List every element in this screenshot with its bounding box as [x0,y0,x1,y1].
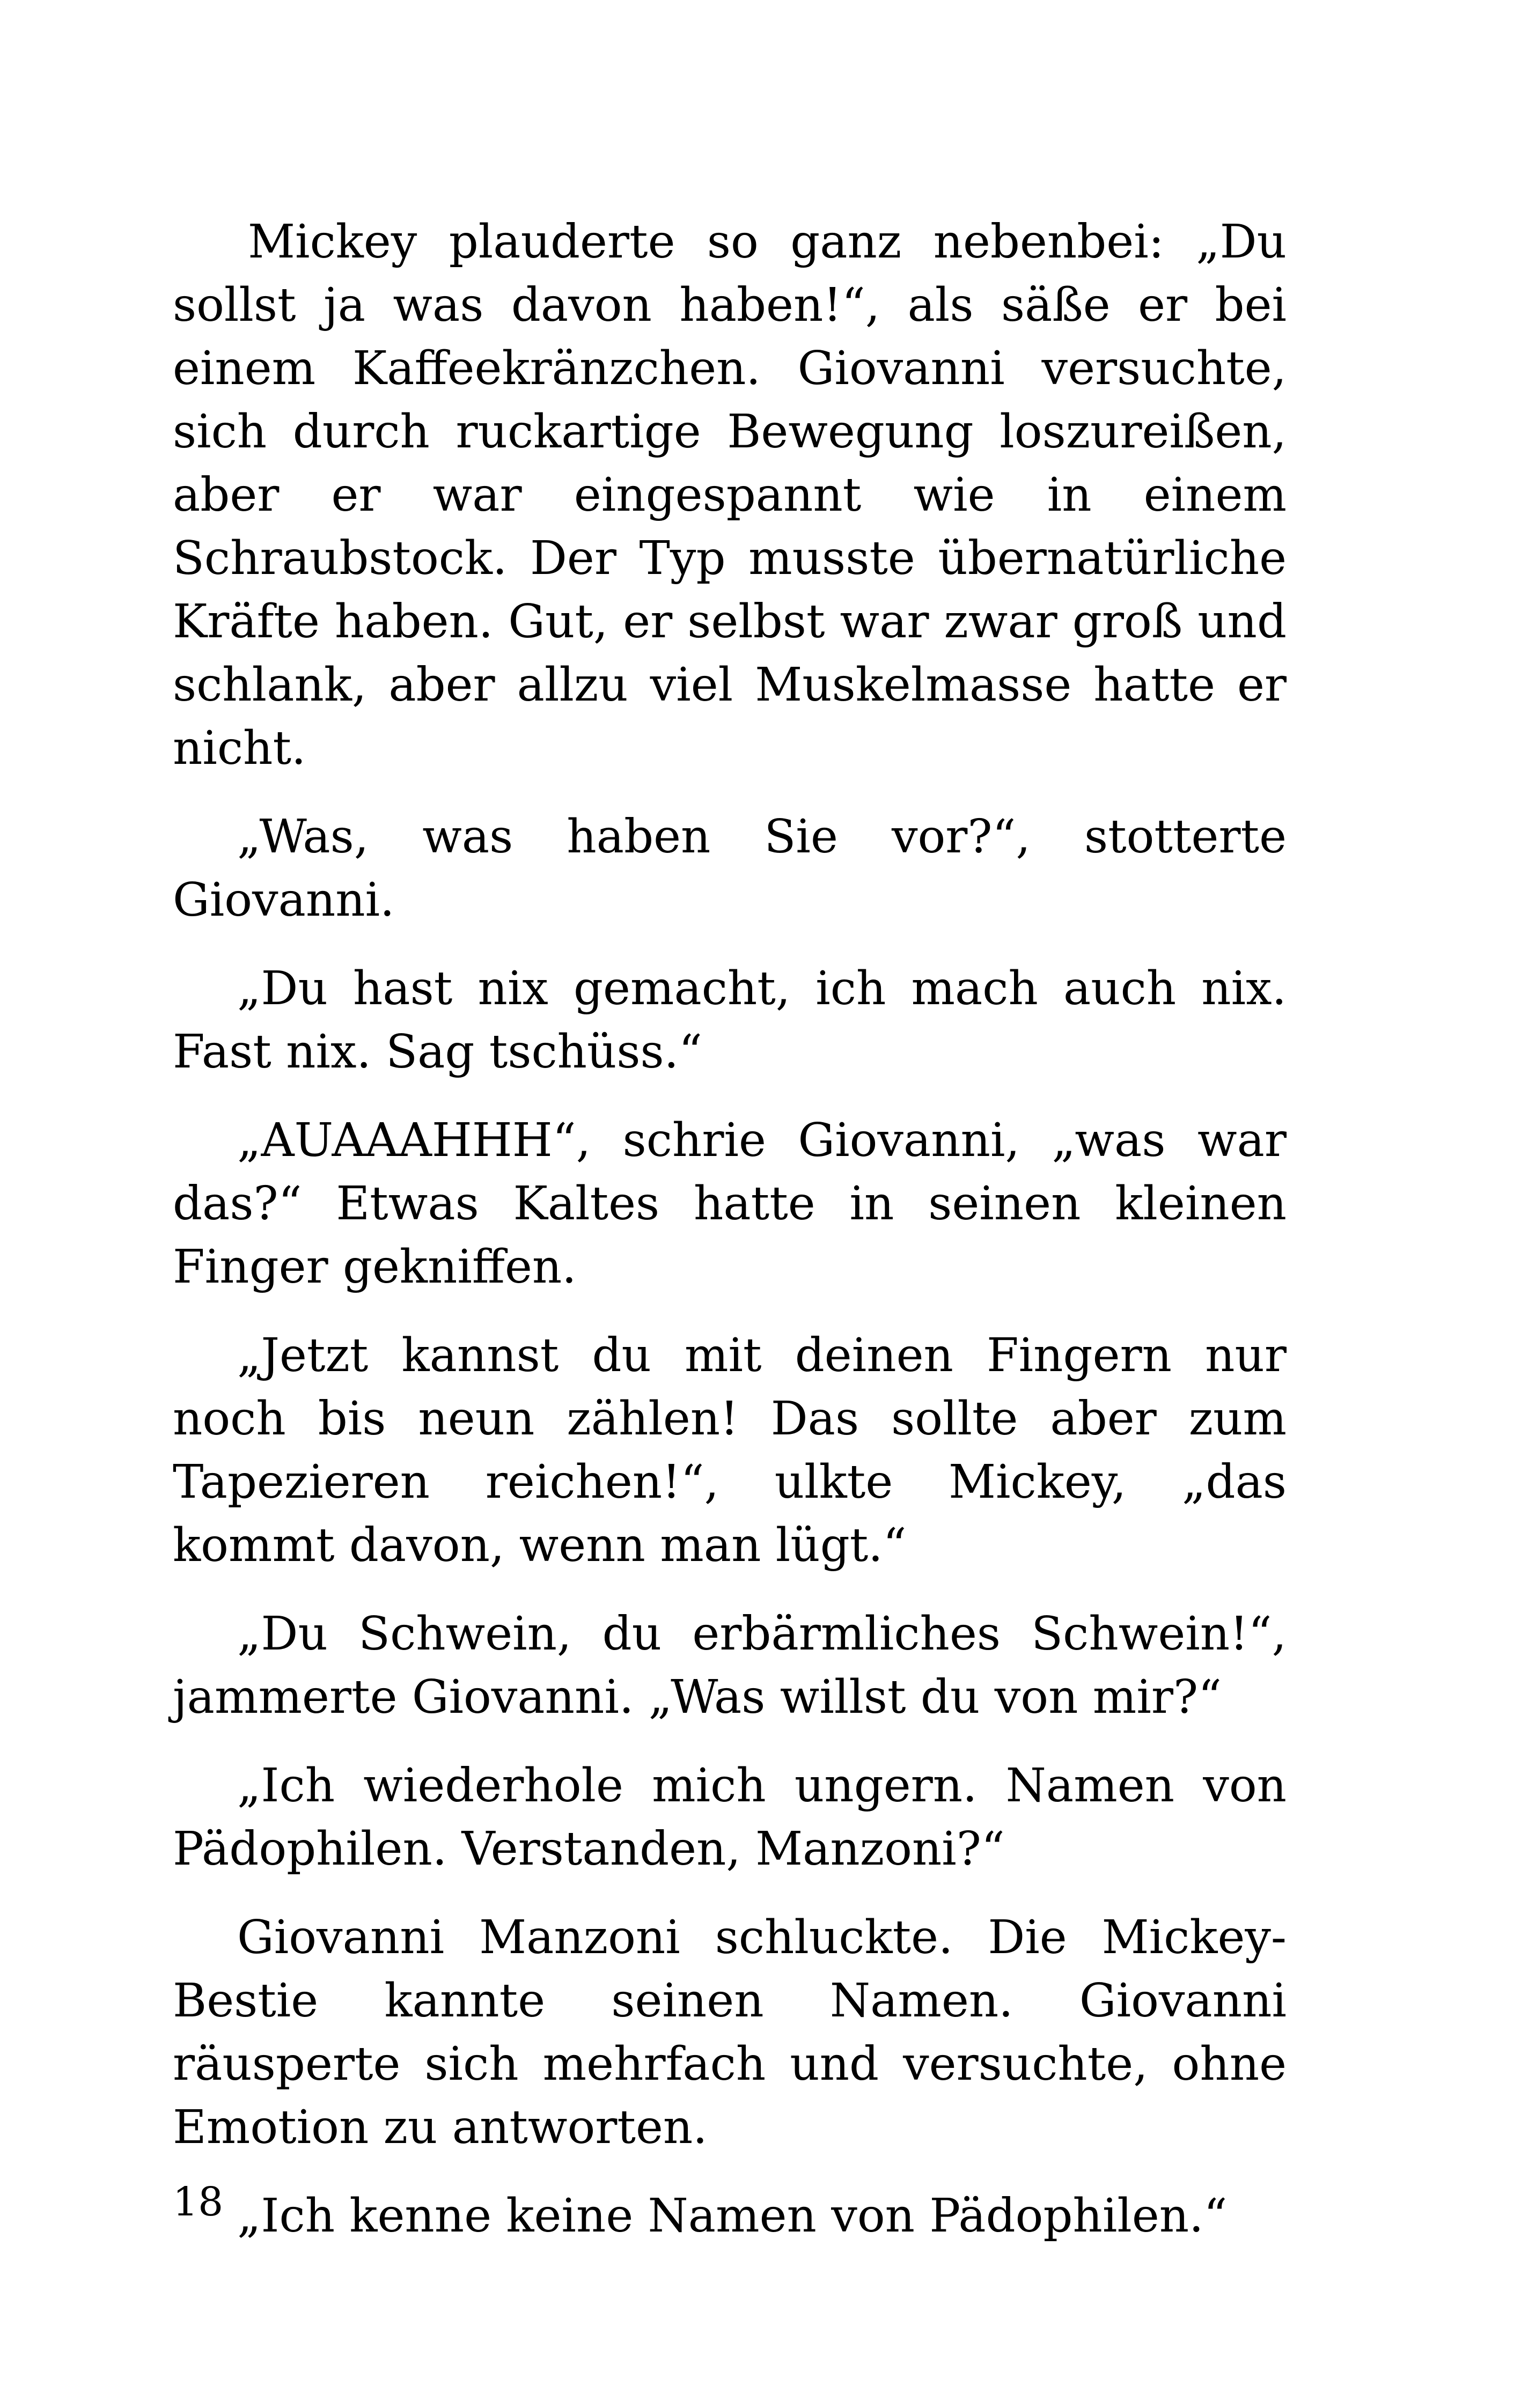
body-text [173,210,1287,2273]
paragraph: „Jetzt kannst du mit deinen Fingern nur noch bis neun zählen! Das sollte aber zum Tapezieren reichen!“, ulkte Mickey, „das kommt davon, wenn man lügt.“ [173,1329,1287,1572]
paragraph: Giovanni Manzoni schluckte. Die Mickey-Bestie kannte seinen Namen. Giovanni räusperte sich mehrfach und versuchte, ohne Emotion zu antworten. [173,1911,1287,2154]
paragraph: Mickey plauderte so ganz nebenbei: „Du sollst ja was davon haben!“, als säße er bei einem Kaffeekränzchen. Giovanni versuchte, sich durch ruckartige Bewegung loszureißen, aber er war eingespannt wie in einem Schraubstock. Der Typ musste übernatürliche Kräfte haben. Gut, er selbst war zwar groß und schlank, aber allzu viel Muskelmasse hatte er nicht. [173,215,1287,775]
paragraph: „Was, was haben Sie vor?“, stotterte Giovanni. [173,810,1287,927]
paragraph: „Ich wiederhole mich ungern. Namen von Pädophilen. Verstanden, Manzoni?“ [173,1759,1287,1876]
paragraph: „Du hast nix gemacht, ich mach auch nix. Fast nix. Sag tschüss.“ [173,962,1287,1079]
paragraph: „AUAAAHHH“, schrie Giovanni, „was war das?“ Etwas Kaltes hatte in seinen kleinen Finger gekniffen. [173,1114,1287,1294]
page-number: 18 [173,2179,224,2225]
paragraph: „Du Schwein, du erbärmliches Schwein!“, jammerte Giovanni. „Was willst du von mir?“ [173,1607,1287,1724]
paragraph: „Ich kenne keine Namen von Pädophilen.“ [237,2189,1228,2243]
